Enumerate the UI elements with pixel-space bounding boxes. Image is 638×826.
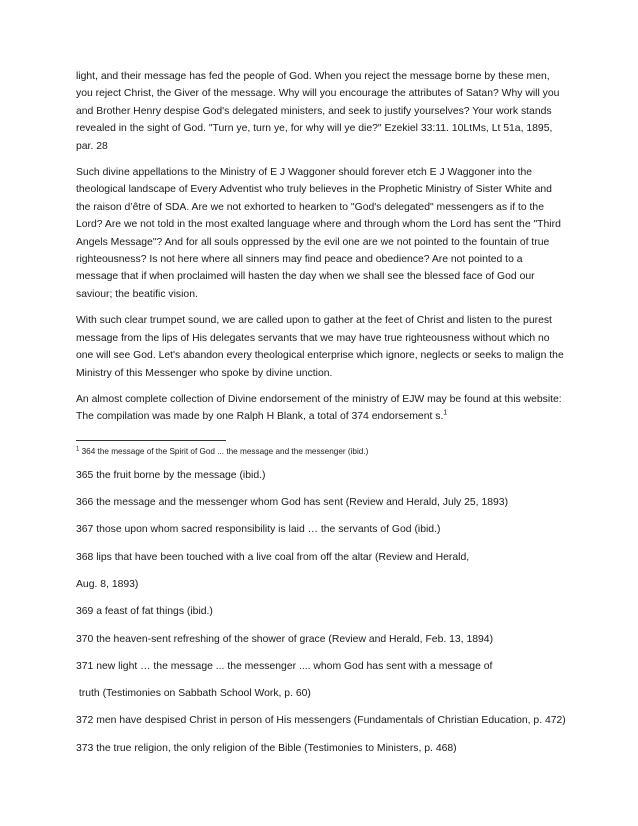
document-page — [76, 68, 564, 769]
footnote-marker: 1 — [76, 445, 80, 452]
list-item: 368 lips that have been touched with a live coal from off the altar (Review and Herald, — [76, 551, 470, 563]
footnote-reference: 1 — [443, 409, 448, 417]
footnote-separator — [76, 440, 226, 441]
list-item: 365 the fruit borne by the message (ibid.) — [76, 469, 266, 481]
list-item: 371 new light … the message ... the messenger .... whom God has sent with a message of — [76, 660, 493, 672]
list-item: 367 those upon whom sacred responsibility is laid … the servants of God (ibid.) — [76, 524, 441, 536]
list-item: truth (Testimonies on Sabbath School Work, p. 60) — [76, 688, 311, 700]
footnote — [76, 445, 564, 458]
list-item: 369 a feast of fat things (ibid.) — [76, 606, 213, 618]
list-item: 372 men have despised Christ in person of His messengers (Fundamentals of Christian Education, p. 472) — [76, 715, 566, 727]
paragraph-4 — [76, 391, 564, 426]
list-item: 366 the message and the messenger whom God has sent (Review and Herald, July 25, 1893) — [76, 497, 509, 509]
footnote-text: 364 the message of the Spirit of God ... the message and the messenger (ibid.) — [79, 446, 369, 456]
paragraph-1: light, and their message has fed the people of God. When you reject the message borne by these men, you reject Christ, the Giver of the message. Why will you encourage the attributes of Satan? Why will you and Brother Henry despise God's delegated ministers, and seek to justify yourselves? Your work stands revealed in the sight of God. "Turn ye, turn ye, for why will ye die?" Ezekiel 33:11. 10LtMs, Lt 51a, 1895, par. 28 — [76, 71, 560, 152]
list-item: 370 the heaven-sent refreshing of the shower of grace (Review and Herald, Feb. 13, 1894) — [76, 633, 494, 645]
endorsement-list — [76, 469, 564, 756]
paragraph-4-text: An almost complete collection of Divine endorsement of the ministry of EJW may be found at this website: The compilation was made by one Ralph H Blank, a total of 374 endorsement s. — [76, 393, 562, 423]
list-item: Aug. 8, 1893) — [76, 578, 139, 590]
list-item: 373 the true religion, the only religion of the Bible (Testimonies to Ministers, p. 468) — [76, 742, 457, 754]
paragraph-2: Such divine appellations to the Ministry of E J Waggoner should forever etch E J Waggoner into the theological landscape of Every Adventist who truly believes in the Prophetic Ministry of Sister White and the raison d’être of SDA. Are we not exhorted to hearken to "God's delegated" messengers as if to the Lord? Are we not told in the most exalted language where and through whom the Lord has sent the "Third Angels Message"? And for all souls oppressed by the evil one are we not pointed to the fountain of true righteousness? Is not here where all sinners may find peace and obedience? Are not pointed to a message that if when proclaimed will hasten the day when we shall see the blessed face of God our saviour; the beatific vision. — [76, 167, 561, 300]
paragraph-3: With such clear trumpet sound, we are called upon to gather at the feet of Christ and listen to the purest message from the lips of His delegates servants that we may have true righteousness without which no one will see God. Let's abandon every theological enterprise which ignore, neglects or seeks to malign the Ministry of this Messenger who spoke by divine unction. — [76, 315, 564, 379]
